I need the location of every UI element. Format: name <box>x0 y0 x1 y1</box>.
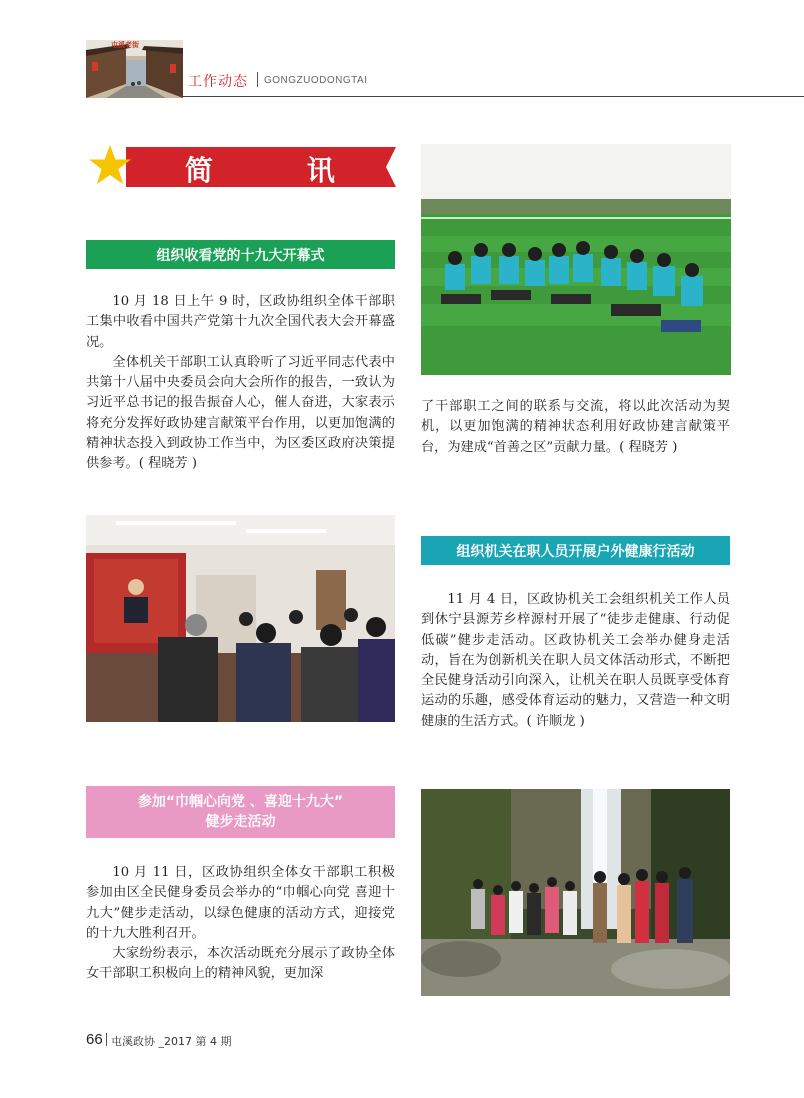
paragraph: 大家纷纷表示，本次活动既充分展示了政协全体女干部职工积极向上的精神风貌，更加深 <box>86 946 395 982</box>
heading-line: 健步走活动 <box>205 814 276 830</box>
publication-name: 屯溪政协 _2017 第 4 期 <box>111 1035 232 1048</box>
article-heading-party-congress: 组织收看党的十九大开幕式 <box>86 240 395 269</box>
page-number: 66 <box>86 1031 103 1048</box>
paragraph: 10 月 11 日，区政协组织全体女干部职工积极参加由区全民健身委员会举办的“巾帼心向党 喜迎十九大”健步走活动，以绿色健康的活动方式，迎接党的十九大胜利召开。 <box>86 865 395 941</box>
header-logo-calligraphy: 屯溪老街 <box>111 40 139 49</box>
news-brief-title: 简 讯 <box>185 154 377 187</box>
header-separator <box>257 72 258 87</box>
footer-separator <box>106 1033 107 1046</box>
article-body-party-congress <box>86 292 395 475</box>
section-title-pinyin: GONGZUODONGTAI <box>264 75 368 86</box>
paragraph: 11 月 4 日，区政协机关工会组织机关工作人员到休宁县源芳乡梓源村开展了“徒步走健康、行动促低碳”健步走活动。区政协机关工会举办健身走活动，旨在为创新机关在职人员文体活动形式，不断把全民健身活动引向深入，让机关在职人员既享受体育运动的乐趣，感受体育运动的魅力，又营造一种文明健康的生活方式。( 许顺龙 ) <box>421 592 730 729</box>
photo-group-at-waterfall <box>421 789 730 996</box>
section-title: 工作动态 <box>188 74 248 90</box>
article-continuation-walk-event <box>421 397 730 458</box>
paragraph: 10 月 18 日上午 9 时，区政协组织全体干部职工集中收看中国共产党第十九次全国代表大会开幕盛况。 <box>86 294 395 350</box>
article-body-outdoor-hike <box>421 590 730 732</box>
paragraph: 全体机关干部职工认真聆听了习近平同志代表中共第十八届中央委员会向大会所作的报告，一致认为习近平总书记的报告振奋人心，催人奋进，大家表示将充分发挥好政协建言献策平台作用，以更加饱满的精神状态投入到政协工作当中，为区委区政府决策提供参考。( 程晓芳 ) <box>86 354 395 472</box>
star-icon <box>89 145 131 184</box>
photo-watching-broadcast <box>86 515 395 722</box>
heading-line: 参加“巾帼心向党 、喜迎十九大” <box>137 794 344 810</box>
paragraph: 了干部职工之间的联系与交流，将以此次活动为契机，以更加饱满的精神状态利用好政协建言献策平台，为建成“首善之区”贡献力量。( 程晓芳 ) <box>421 399 730 455</box>
article-body-walk-event <box>86 863 395 985</box>
photo-women-on-field <box>421 144 731 375</box>
article-heading-walk-event <box>86 786 395 838</box>
header-rule <box>183 96 804 97</box>
article-heading-outdoor-hike: 组织机关在职人员开展户外健康行活动 <box>421 536 730 565</box>
